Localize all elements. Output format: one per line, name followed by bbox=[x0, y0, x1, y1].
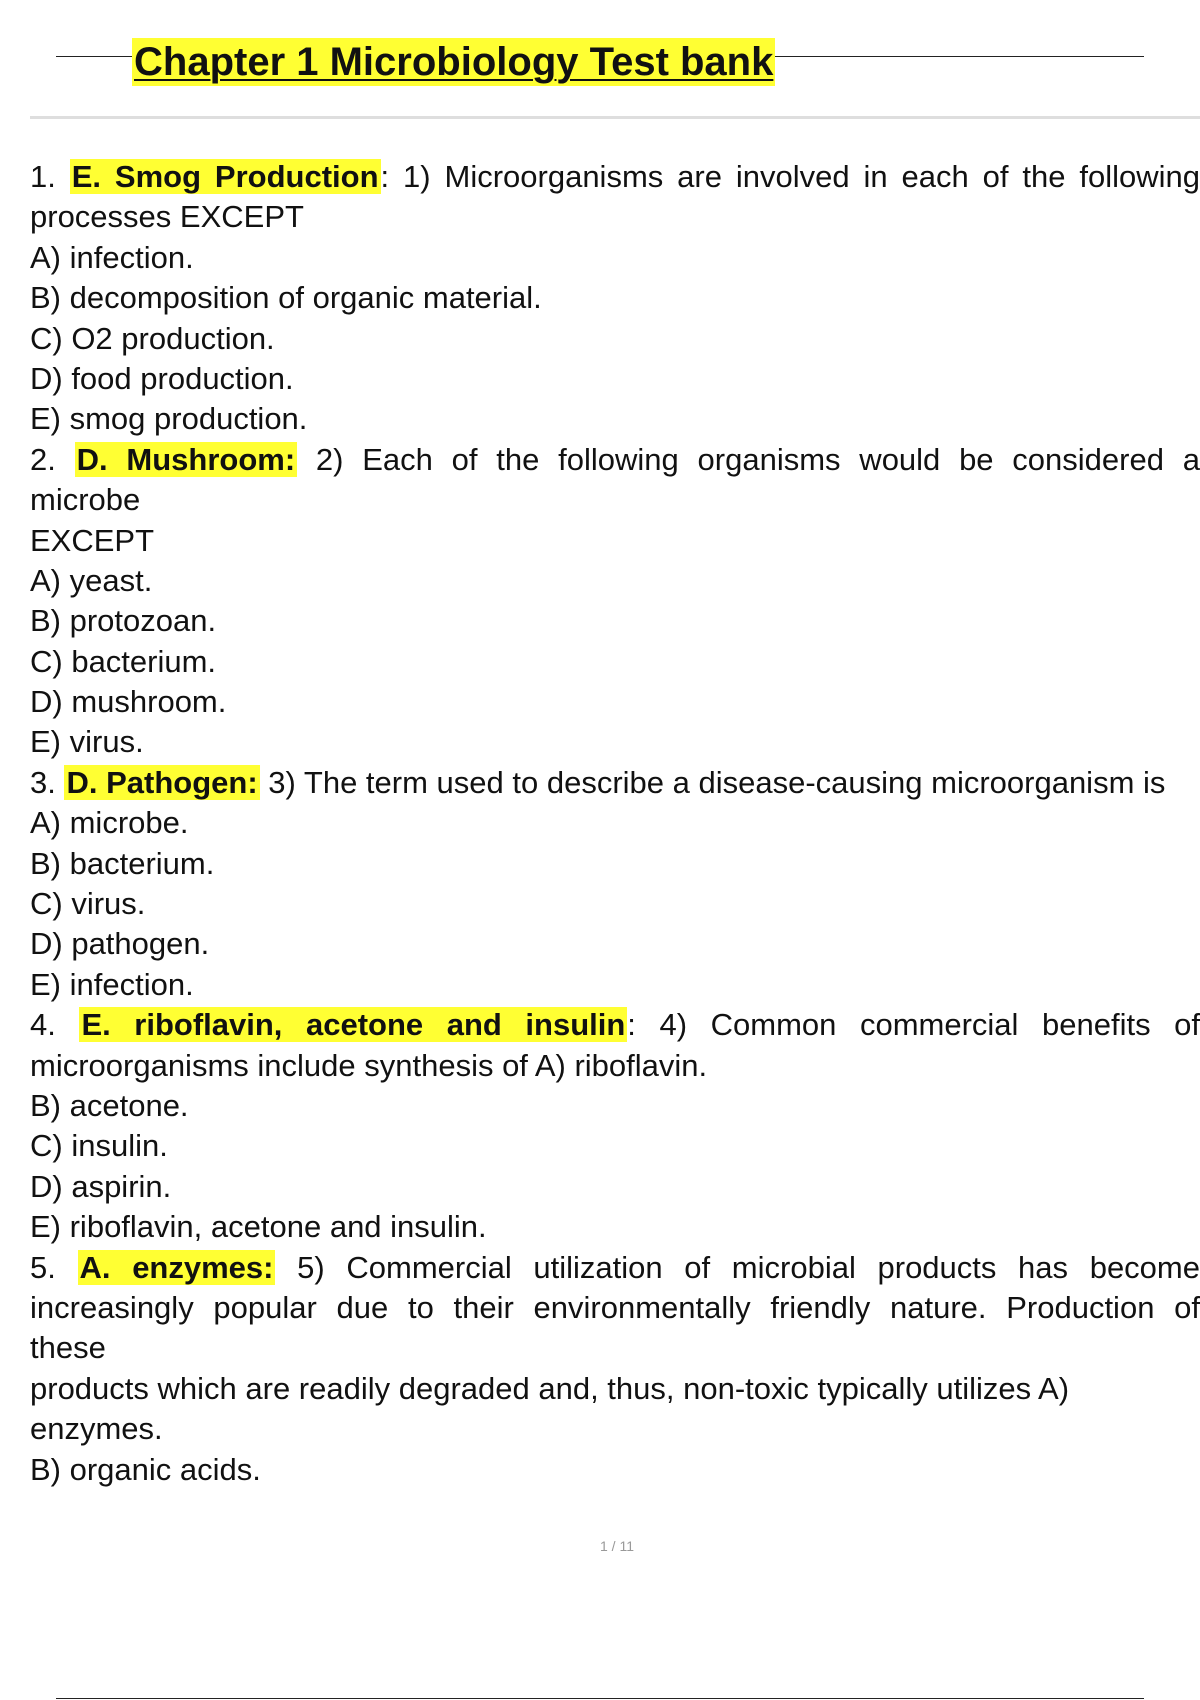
page-number: 1 / 11 bbox=[600, 1538, 634, 1554]
question-4 bbox=[30, 1005, 1200, 1247]
question-stem-line: microbe bbox=[30, 482, 141, 518]
question-stem: 2) Each of the following organisms would be considered a bbox=[315, 441, 1200, 477]
option-b: B) protozoan. bbox=[30, 603, 217, 639]
option-e: E) infection. bbox=[30, 966, 194, 1002]
question-number: 3. bbox=[30, 764, 56, 800]
question-stem-line: EXCEPT bbox=[30, 522, 155, 558]
question-stem-line: products which are readily degraded and, thus, non-toxic typically utilizes A) bbox=[30, 1370, 1070, 1406]
answer-separator: : bbox=[627, 1007, 636, 1043]
question-stem: 1) Microorganisms are involved in each of the following bbox=[403, 159, 1200, 194]
question-list bbox=[30, 157, 1200, 1490]
answer-highlight: E. riboflavin, acetone and insulin bbox=[81, 1007, 626, 1043]
option-b: B) acetone. bbox=[30, 1087, 189, 1123]
question-number: 5. bbox=[30, 1249, 56, 1285]
question-stem: 5) Commercial utilization of microbial products has become bbox=[297, 1249, 1200, 1285]
question-1 bbox=[30, 157, 1200, 440]
answer-highlight: A. enzymes: bbox=[79, 1249, 274, 1285]
option-e: E) virus. bbox=[30, 724, 144, 760]
option-a: A) infection. bbox=[30, 239, 194, 275]
question-5 bbox=[30, 1248, 1200, 1490]
footer-rule bbox=[56, 1698, 1144, 1699]
question-number: 1. bbox=[30, 159, 56, 194]
option-b: B) organic acids. bbox=[30, 1451, 261, 1487]
question-2-header bbox=[30, 440, 1200, 480]
question-number: 2. bbox=[30, 441, 56, 477]
question-4-header bbox=[30, 1005, 1200, 1045]
question-stem-line: these bbox=[30, 1330, 106, 1366]
title-row bbox=[56, 38, 1144, 90]
question-1-header bbox=[30, 157, 1200, 197]
page-title: Chapter 1 Microbiology Test bank bbox=[134, 40, 774, 84]
option-a: A) yeast. bbox=[30, 562, 153, 598]
option-d: D) aspirin. bbox=[30, 1168, 172, 1204]
option-d: D) mushroom. bbox=[30, 684, 227, 720]
option-d: D) food production. bbox=[30, 360, 294, 396]
answer-highlight: D. Mushroom: bbox=[76, 441, 296, 477]
option-a: A) microbe. bbox=[30, 805, 189, 841]
question-2 bbox=[30, 440, 1200, 763]
question-5-header bbox=[30, 1248, 1200, 1288]
option-c: C) insulin. bbox=[30, 1128, 168, 1164]
question-3-header bbox=[30, 763, 1200, 803]
option-e: E) riboflavin, acetone and insulin. bbox=[30, 1209, 487, 1245]
question-stem-line: processes EXCEPT bbox=[30, 199, 304, 235]
option-c: C) bacterium. bbox=[30, 643, 217, 679]
option-b: B) bacterium. bbox=[30, 845, 215, 881]
option-d: D) pathogen. bbox=[30, 926, 210, 962]
option-e: E) smog production. bbox=[30, 401, 308, 437]
option-c: C) virus. bbox=[30, 886, 146, 922]
answer-highlight: E. Smog Production bbox=[71, 159, 379, 194]
question-stem: 4) Common commercial benefits of bbox=[659, 1007, 1200, 1043]
question-stem-line: increasingly popular due to their environmentally friendly nature. Production of bbox=[30, 1289, 1200, 1325]
question-stem-line: microorganisms include synthesis of A) riboflavin. bbox=[30, 1047, 708, 1083]
question-stem-line: enzymes. bbox=[30, 1411, 163, 1447]
question-number: 4. bbox=[30, 1007, 56, 1043]
question-3 bbox=[30, 763, 1200, 1005]
answer-separator: : bbox=[380, 159, 390, 194]
option-b: B) decomposition of organic material. bbox=[30, 280, 542, 316]
header-divider bbox=[30, 116, 1200, 119]
answer-highlight: D. Pathogen: bbox=[66, 764, 258, 800]
question-stem: 3) The term used to describe a disease-causing microorganism is bbox=[268, 764, 1166, 800]
option-c: C) O2 production. bbox=[30, 320, 275, 356]
